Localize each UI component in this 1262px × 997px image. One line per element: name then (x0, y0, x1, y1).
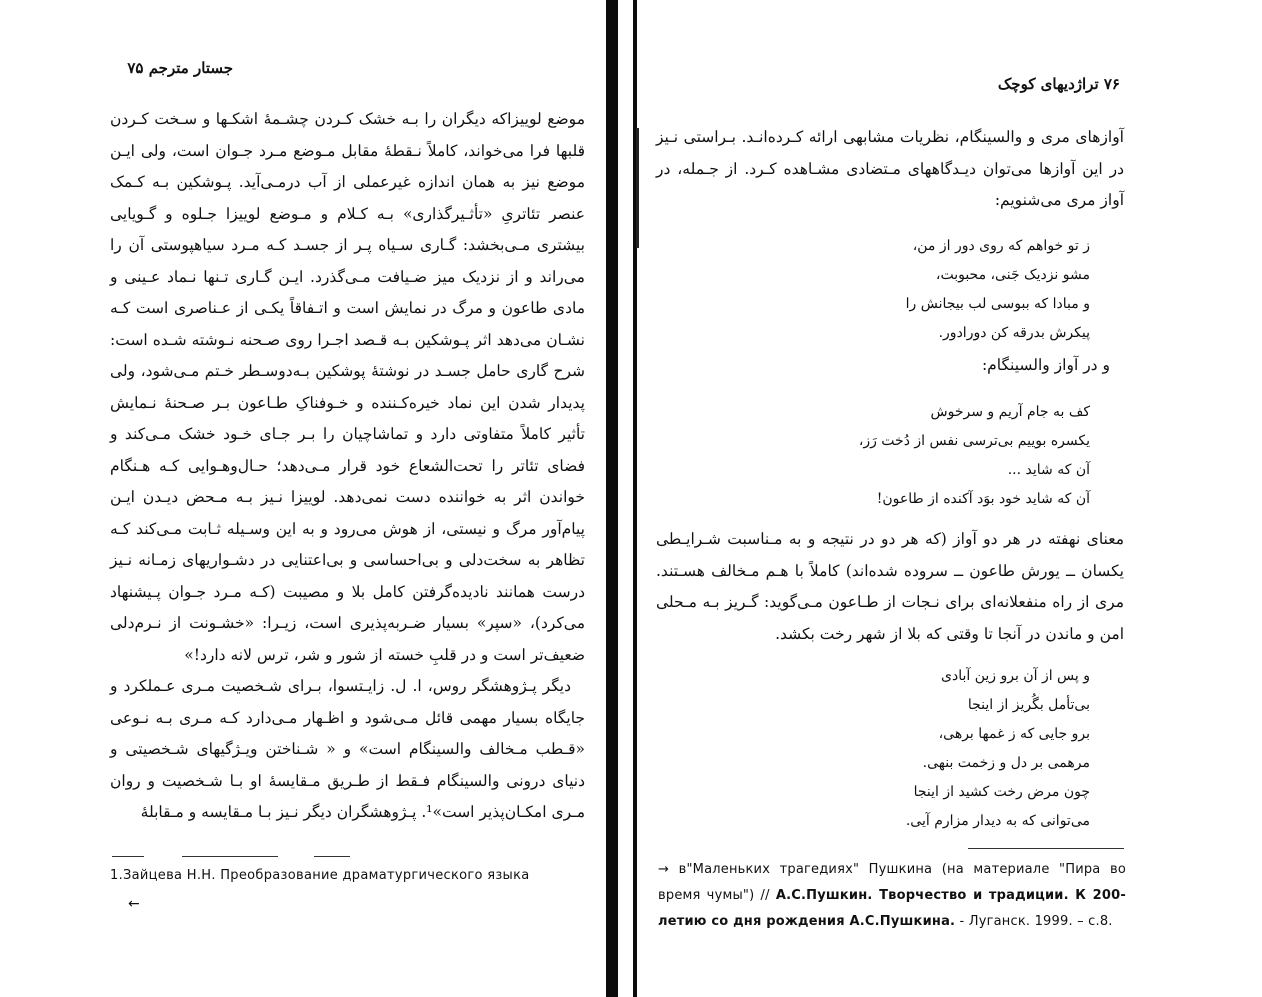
binding-shadow (606, 0, 618, 997)
left-page-header (115, 59, 233, 77)
right-footnote-rule (968, 848, 1124, 849)
walsingham-label: و در آواز والسینگام: (981, 356, 1110, 374)
left-footnote: 1.Зайцева Н.Н. Преобразование драматургического языка (110, 868, 530, 883)
verse-line: می‌توانی که به دیدار مزارم آیی. (905, 813, 1090, 829)
footnote-rule-segment (112, 856, 144, 857)
right-footnote-title: А.С.Пушкин. Творчество и традиции. К 200-летию со дня рождения А.С.Пушкина. (658, 888, 1126, 929)
left-page (0, 0, 605, 997)
footnote-rule-segment (182, 856, 278, 857)
verse-line: آن که شاید خود بوَد آکنده از طاعون! (876, 491, 1090, 507)
right-footnote-tail: - Луганск. 1999. – с.8. (955, 914, 1113, 929)
mary-song-verse (770, 232, 1090, 348)
left-page-number: ۷۵ (127, 59, 144, 77)
verse-line: و پس از آن برو زین آبادی (941, 668, 1090, 684)
right-page-title: تراژدیهای کوچک (997, 75, 1099, 93)
verse-line: ز تو خواهم که روی دور از من، (912, 238, 1090, 254)
left-page-body (110, 104, 585, 829)
walsingham-song-verse (750, 398, 1090, 514)
verse-line: پیکرش بدرقه کن دورادور. (938, 325, 1090, 341)
right-page-number: ۷۶ (1103, 75, 1120, 93)
mary-escape-verse (770, 662, 1090, 836)
verse-line: و مبادا که ببوسی لب بیجانش را (905, 296, 1090, 312)
left-paragraph-2: دیگر پـژوهشگر روس، ا. ل. زایـتسوا، بـرای شـخصیت مـری عـملکرد و جایگاه بسیار مهمی قائل مـی‌شود و اظـهار مـی‌دارد کـه مـری بـه نـوعی «قـطب مـخالف والسینگام است» و « شـناختن ویـژگیهای شـخصیتی و دنیای درونی والسینگام فـقط از طـریق مـقایسهٔ او بـا شـخصیت و روان مـری امکـان‌پذیر است»¹. پـژوهشگران دیگر نـیز بـا مـقایسه و مـقابلهٔ (110, 677, 585, 821)
footnote-continue-arrow: ← (128, 896, 140, 912)
scan-edge-mark (636, 128, 639, 248)
footnote-rule-segment (314, 856, 350, 857)
right-footnote (658, 857, 1126, 935)
verse-line: یکسره بوییم بی‌ترسی نفس از دُخت رَز، (858, 433, 1090, 449)
right-analysis-paragraph: معنای نهفته در هر دو آواز (که هر دو در نتیجه و به مـناسبت شـرایـطی یکسان ــ یورش طاعون ــ سروده شده‌اند) کاملاً با هـم مـخالف هسـتند. مری از راه منفعلانه‌ای برای نـجات از طـاعون مـی‌گوید: گـریز بـه مـحلی امن و ماندن در آنجا تا وقتی که بلا از شهر رخت بکشد. (656, 530, 1124, 643)
right-page-header (986, 75, 1120, 93)
right-intro-paragraph: آوازهای مری و والسینگام، نظریات مشابهی ارائه کـرده‌انـد. بـراستی نـیز در این آوازها می‌توان دیـدگاههای مـتضادی مشـاهده کـرد. از جـمله، در آواز مری می‌شنویم: (656, 128, 1124, 209)
verse-line: کف به جام آریم و سرخوش (930, 404, 1090, 420)
right-footnote-lead: → в"Маленьких трагедиях" Пушкина (на материале "Пира во время чумы") // (658, 862, 1126, 903)
verse-line: مرهمی بر دل و زخمت بنهی. (922, 755, 1090, 771)
left-page-title: جستار مترجم (148, 59, 233, 77)
left-paragraph-1: موضع لوییزاکه دیگران را بـه خشک کـردن چشـمهٔ اشکـها و سـخت کـردن قلبها فرا می‌خواند، کاملاً نـقطهٔ مقابل مـوضع مـرد جـوان است، ولی ایـن موضع نیز به همان اندازه غیرعملی از آب درمـی‌آید. پـوشکین بـه کـمک عنصر تئاتریِ «تأثـیرگذاری» بـه کـلام و مـوضع لوییزا جـلوه و گـویایی بیشتری مـی‌بخشد: گـاری سـیاه پـر از جسـد کـه مـرد سیاهپوستی آن را می‌راند و از نزدیک میز ضـیافت مـی‌گذرد. ایـن گـاری تـنها نـماد عـینی و مادی طاعون و مرگ در نمایش است و اتـفاقاً یکـی از عـناصری است کـه نشـان می‌دهد اثر پـوشکین بـه قـصد اجـرا روی صـحنه نـوشته شـده است: شرح گاری حامل جسـد در نوشتهٔ پوشکین بـه‌دوسـطر خـتم مـی‌شود، ولی پدیدار شدن این نماد خیره‌کـننده و خـوفناکِ طـاعون بـر صـحنهٔ نـمایش تأثیر کاملاً متفاوتی دارد و تماشاچیان را بـر جـای خـود خشک مـی‌کند و فضای تئاتر را تحت‌الشعاع خود قرار مـی‌دهد؛ حـال‌وهـوایی کـه هـنگام خواندن اثر به خواننده دست نمی‌دهد. لوییزا نـیز بـه مـحض دیـدن ایـن پیام‌آور مرگ و نیستی، از هوش می‌رود و به این وسـیله ثـابت مـی‌کند کـه تظاهر به سخت‌دلی و بی‌احساسی و بی‌اعتنایی در دشـواریهای زمـانه نـیز درست همانند نادیده‌گرفتن کامل بلا و مصیبت (کـه مـرد جـوان پـیشنهاد می‌کرد)، «سپر» بسیار ضـربه‌پذیری است، زیـرا: «خشـونت از نـرم‌دلی ضعیف‌تر است و در قلبِ خسته از شور و شر، ترس لانه دارد!» (110, 110, 585, 664)
verse-line: مشو نزدیک جَنی، محبوبت، (935, 267, 1090, 283)
verse-line: چون مرض رخت کشید از اینجا (913, 784, 1090, 800)
verse-line: آن که شاید ... (1007, 462, 1090, 478)
verse-line: بی‌تأمل بگُریز از اینجا (967, 697, 1090, 713)
verse-line: برو جایی که ز غمها برهی، (938, 726, 1090, 742)
